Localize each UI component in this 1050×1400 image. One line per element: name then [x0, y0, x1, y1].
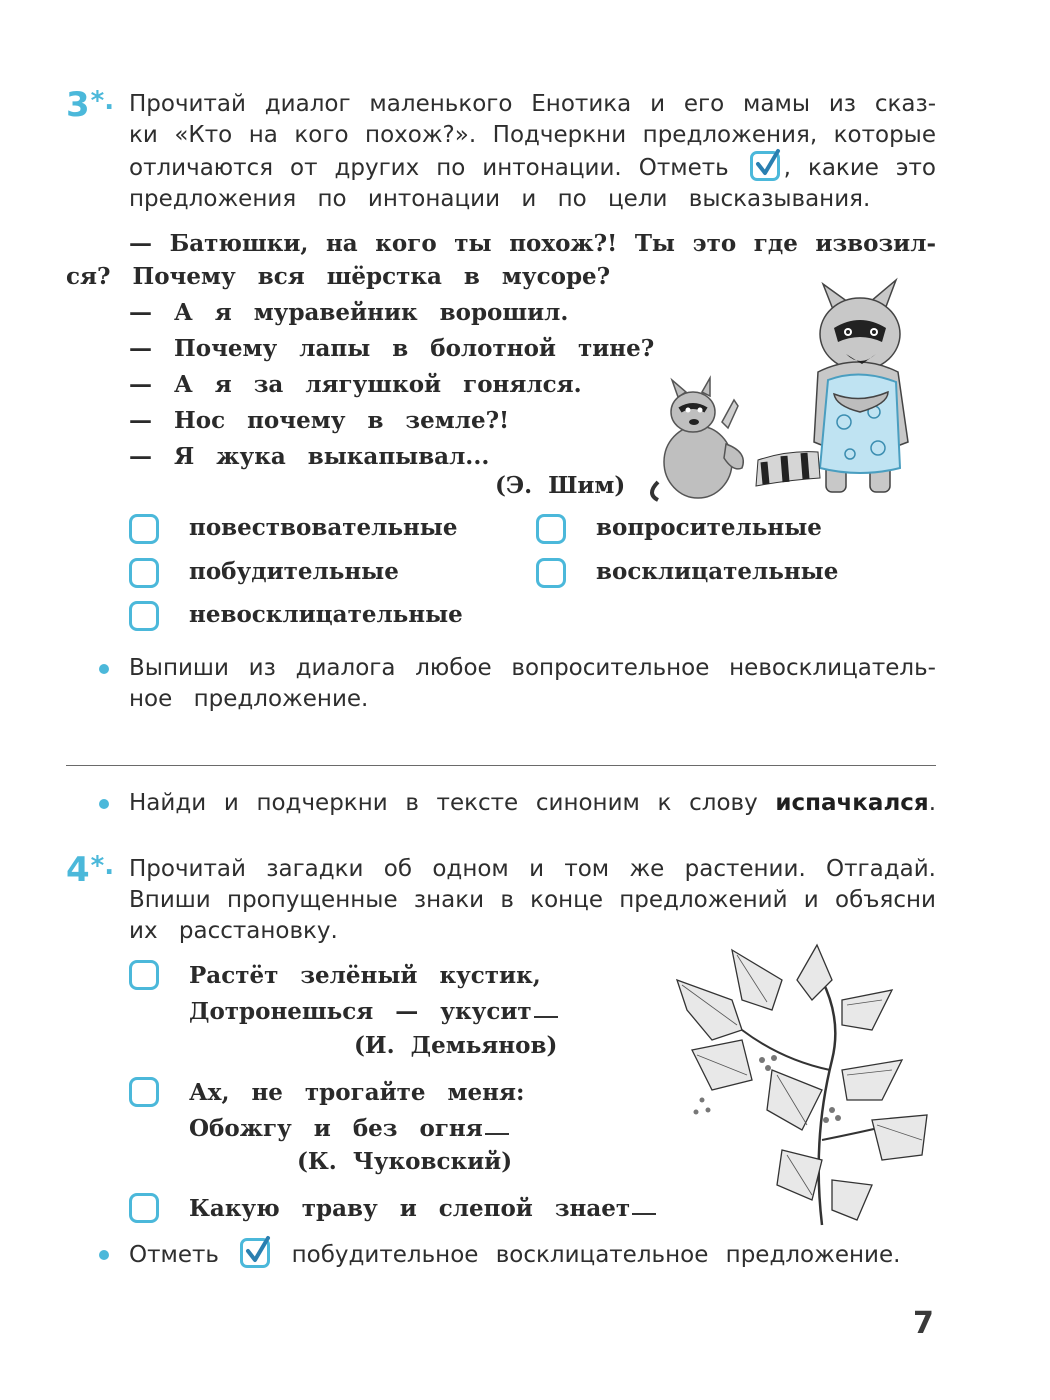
task-line: предложения по интонации и по цели высказывания. — [129, 186, 871, 212]
dialog-line: — А я муравейник ворошил. — [129, 299, 569, 326]
checkmark-icon — [240, 1238, 270, 1268]
dialog-line: ся? Почему вся шёрстка в мусоре? — [66, 263, 611, 290]
riddle-checkbox[interactable] — [129, 1193, 159, 1223]
task-line: отличаются от других по интонации. Отметь , какие это — [129, 151, 936, 184]
answer-line[interactable] — [66, 765, 936, 766]
option-label: побудительные — [189, 558, 399, 585]
dialog-line: — Почему лапы в болотной тине? — [129, 335, 655, 362]
task-line: ки «Кто на кого похож?». Подчеркни предложения, которые — [129, 122, 936, 148]
dialog-line: — Батюшки, на кого ты похож?! Ты это где извозил- — [129, 230, 936, 257]
option-label: невосклицательные — [189, 601, 463, 628]
exercise-3-task — [129, 89, 936, 215]
option-label: восклицательные — [596, 558, 839, 585]
bullet-task: Найди и подчеркни в тексте синоним к слову испачкался. — [129, 790, 937, 816]
exercise-3-number: 3*. — [66, 85, 115, 125]
option-label: вопросительные — [596, 514, 822, 541]
bullet-icon — [99, 1250, 109, 1260]
dialog-author: (Э. Шим) — [495, 472, 626, 499]
option-checkbox-imperative[interactable] — [129, 558, 159, 588]
riddle: Ах, не трогайте меня: Обожгу и без огня — [189, 1079, 525, 1142]
dialog-text — [66, 259, 610, 295]
option-checkbox-non-exclamatory[interactable] — [129, 601, 159, 631]
blank-field[interactable] — [632, 1213, 656, 1215]
riddle: Какую траву и слепой знает — [189, 1191, 656, 1227]
page-number: 7 — [913, 1306, 934, 1341]
bullet-task: Выпиши из диалога любое вопросительное невосклицатель- ное предложение. — [129, 655, 936, 712]
checkmark-icon — [750, 151, 780, 181]
riddle-author: (И. Демьянов) — [354, 1032, 558, 1059]
dialog-line: — Нос почему в земле?! — [129, 407, 510, 434]
riddle-checkbox[interactable] — [129, 960, 159, 990]
dialog-line: — А я за лягушкой гонялся. — [129, 371, 582, 398]
option-checkbox-narrative[interactable] — [129, 514, 159, 544]
keyword: испачкался — [775, 790, 929, 816]
task-line: Прочитай диалог маленького Енотика и его мамы из сказ- — [129, 91, 936, 117]
riddle: Растёт зелёный кустик, Дотронешься — укусит — [189, 958, 558, 1030]
option-label: повествовательные — [189, 514, 458, 541]
bullet-icon — [99, 664, 109, 674]
riddle-checkbox[interactable] — [129, 1077, 159, 1107]
blank-field[interactable] — [534, 1016, 558, 1018]
riddle-author: (К. Чуковский) — [297, 1148, 513, 1175]
bullet-icon — [99, 799, 109, 809]
raccoon-illustration — [638, 272, 938, 504]
nettle-illustration — [672, 940, 942, 1230]
option-checkbox-exclamatory[interactable] — [536, 558, 566, 588]
exercise-4-task: Прочитай загадки об одном и том же растении. Отгадай. Впиши пропущенные знаки в конце предложений и объясни их расстановку. — [129, 856, 936, 944]
exercise-4-number: 4*. — [66, 850, 115, 890]
bullet-task: Отметь побудительное восклицательное предложение. — [129, 1238, 900, 1272]
blank-field[interactable] — [485, 1133, 509, 1135]
dialog-text — [129, 295, 654, 475]
dialog-line: — Я жука выкапывал... — [129, 443, 490, 470]
option-checkbox-interrogative[interactable] — [536, 514, 566, 544]
